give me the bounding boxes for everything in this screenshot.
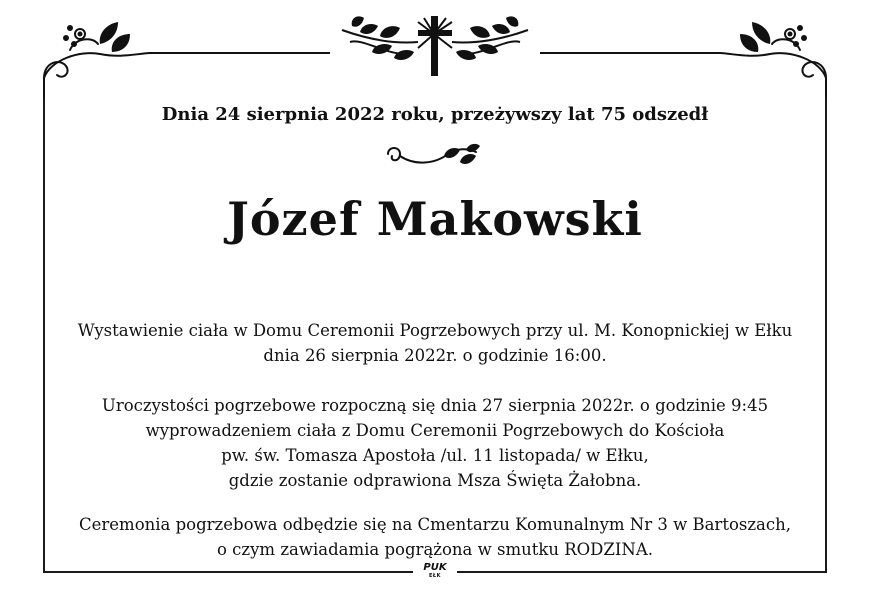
corner-flourish-icon [44, 29, 150, 97]
text-line: dnia 26 sierpnia 2022r. o godzinie 16:00. [263, 346, 607, 365]
text-line: Uroczystości pogrzebowe rozpoczną się dnia 27 sierpnia 2022r. o godzinie 9:45 [101, 396, 769, 415]
paragraph-burial [40, 512, 830, 562]
top-ornament [0, 0, 870, 100]
frame-bottom-border-left [43, 571, 413, 573]
puk-logo [418, 562, 452, 584]
death-announcement-headline: Dnia 24 sierpnia 2022 roku, przeżywszy lat 75 odszedł [161, 104, 709, 125]
text-line: Ceremonia pogrzebowa odbędzie się na Cmentarzu Komunalnym Nr 3 w Bartoszach, [79, 515, 791, 534]
cross-icon [418, 16, 452, 76]
deceased-name: Józef Makowski [227, 192, 643, 246]
laurel-branch-icon [342, 16, 418, 60]
text-line: gdzie zostanie odprawiona Msza Święta Żałobna. [228, 471, 642, 490]
paragraph-ceremony [40, 393, 830, 493]
frame-bottom-border-right [457, 571, 827, 573]
text-line: Wystawienie ciała w Domu Ceremonii Pogrzebowych przy ul. M. Konopnickiej w Ełku [77, 321, 793, 340]
text-line: wyprowadzeniem ciała z Domu Ceremonii Pogrzebowych do Kościoła [145, 421, 725, 440]
laurel-branch-icon [452, 16, 528, 60]
logo-title: PUK [423, 562, 447, 573]
logo-subtitle: EŁK [428, 573, 441, 579]
text-line: o czym zawiadamia pogrążona w smutku RODZINA. [217, 540, 653, 559]
divider-flourish-icon [380, 140, 490, 174]
corner-flourish-icon [720, 22, 826, 97]
paragraph-viewing [40, 318, 830, 368]
text-line: pw. św. Tomasza Apostoła /ul. 11 listopada/ w Ełku, [221, 446, 649, 465]
